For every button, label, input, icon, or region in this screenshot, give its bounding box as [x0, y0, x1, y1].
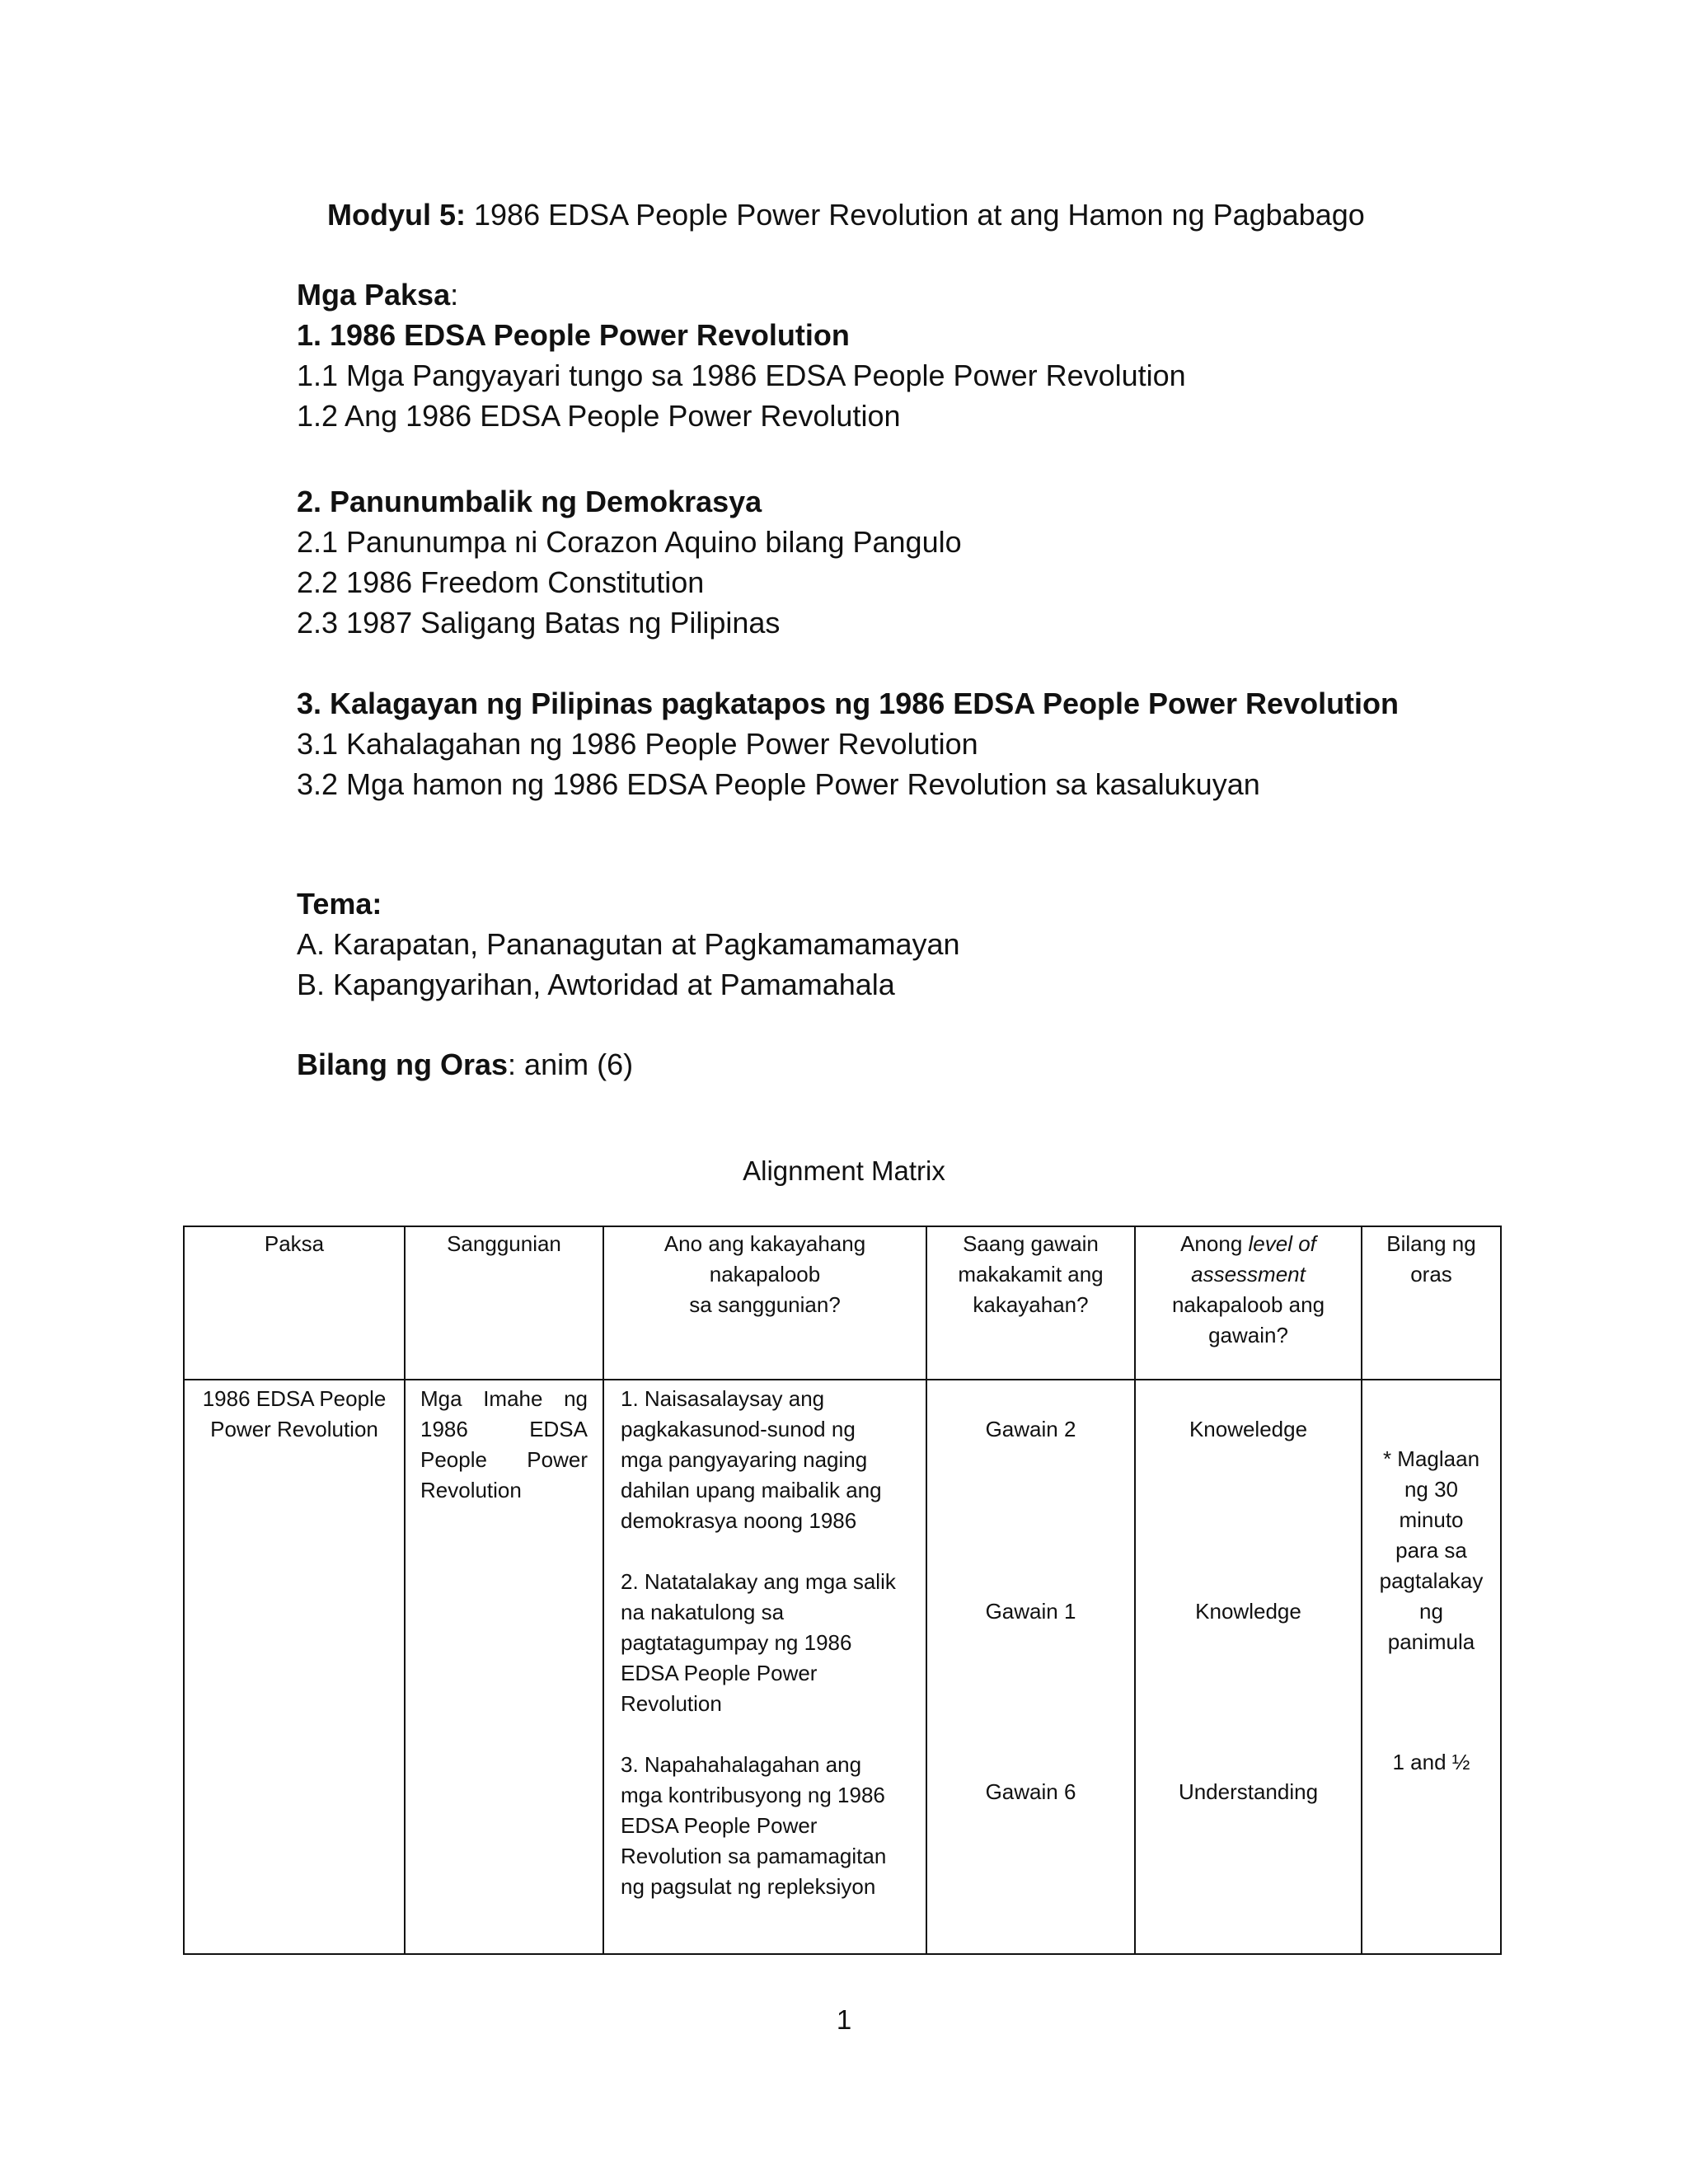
topic-item: 2.1 Panunumpa ni Corazon Aquino bilang Pangulo — [297, 525, 962, 559]
module-title-text: 1986 EDSA People Power Revolution at ang Hamon ng Pagbabago — [474, 198, 1365, 232]
bilang-note: * Maglaan ng 30 minuto para sa pagtalakay ng panimula — [1379, 1446, 1484, 1654]
header-level: Anong level of assessment nakapaloob ang gawain? — [1135, 1226, 1362, 1380]
gawain-item: Gawain 1 — [985, 1599, 1076, 1624]
topic-section-title: 3. Kalagayan ng Pilipinas pagkatapos ng 1986 EDSA People Power Revolution — [297, 687, 1400, 720]
themes-block — [297, 883, 960, 1005]
topic-item: 1.2 Ang 1986 EDSA People Power Revolution — [297, 399, 901, 433]
topics-section-3 — [297, 683, 1399, 804]
level-item: Knoweledge — [1189, 1417, 1308, 1441]
gawain-item: Gawain 2 — [985, 1417, 1076, 1441]
table-row — [184, 1380, 1501, 1954]
alignment-matrix-table — [183, 1226, 1502, 1955]
cell-kakayahan — [603, 1380, 926, 1954]
skill-item-1: 1. Naisasalaysay ang pagkakasunod-sunod ng mga pangyayaring naging dahilan upang maibalik ang demokrasya noong 1986 — [621, 1386, 882, 1533]
themes-heading: Tema: — [297, 887, 382, 921]
skill-item-2: 2. Natatalakay ang mga salik na nakatulong sa pagtatagumpay ng 1986 EDSA People Power Revolution — [621, 1569, 896, 1716]
skill-item-3: 3. Napahahalagahan ang mga kontribusyong ng 1986 EDSA People Power Revolution sa pamamagitan ng pagsulat ng repleksiyon — [621, 1752, 887, 1899]
hours-line — [297, 1044, 633, 1085]
module-label: Modyul 5: — [327, 198, 466, 232]
header-gawain: Saang gawain makakamit ang kakayahan? — [926, 1226, 1135, 1380]
theme-item: A. Karapatan, Pananagutan at Pagkamamamayan — [297, 927, 960, 961]
topics-heading: Mga Paksa: — [297, 278, 459, 312]
level-item: Knowledge — [1195, 1599, 1301, 1624]
cell-sanggunian: Mga Imahe ng 1986 EDSA People Power Revolution — [405, 1380, 603, 1954]
topic-item: 2.2 1986 Freedom Constitution — [297, 565, 705, 599]
module-title — [327, 198, 1365, 232]
topic-section-title: 1. 1986 EDSA People Power Revolution — [297, 318, 850, 352]
topic-item: 2.3 1987 Saligang Batas ng Pilipinas — [297, 606, 781, 640]
cell-gawain — [926, 1380, 1135, 1954]
topic-section-title: 2. Panunumbalik ng Demokrasya — [297, 485, 762, 518]
level-item: Understanding — [1178, 1779, 1319, 1804]
cell-bilang — [1362, 1380, 1501, 1954]
header-kakayahan: Ano ang kakayahang nakapaloob sa sanggunian? — [603, 1226, 926, 1380]
matrix-caption: Alignment Matrix — [743, 1155, 945, 1186]
topic-item: 3.2 Mga hamon ng 1986 EDSA People Power Revolution sa kasalukuyan — [297, 767, 1260, 801]
topic-item: 1.1 Mga Pangyayari tungo sa 1986 EDSA People Power Revolution — [297, 359, 1186, 392]
cell-level — [1135, 1380, 1362, 1954]
gawain-item: Gawain 6 — [985, 1779, 1076, 1804]
header-sanggunian: Sanggunian — [405, 1226, 603, 1380]
cell-paksa: 1986 EDSA People Power Revolution — [184, 1380, 405, 1954]
bilang-hours: 1 and ½ — [1392, 1750, 1470, 1774]
theme-item: B. Kapangyarihan, Awtoridad at Pamamahala — [297, 968, 895, 1001]
page-number: 1 — [836, 2004, 852, 2035]
topic-item: 3.1 Kahalagahan ng 1986 People Power Revolution — [297, 727, 978, 761]
topics-list — [297, 274, 1186, 436]
topics-section-2 — [297, 481, 962, 643]
hours-value: : anim (6) — [508, 1047, 634, 1081]
header-paksa: Paksa — [184, 1226, 405, 1380]
header-bilang: Bilang ng oras — [1362, 1226, 1501, 1380]
hours-label: Bilang ng Oras — [297, 1047, 509, 1081]
table-header-row — [184, 1226, 1501, 1380]
